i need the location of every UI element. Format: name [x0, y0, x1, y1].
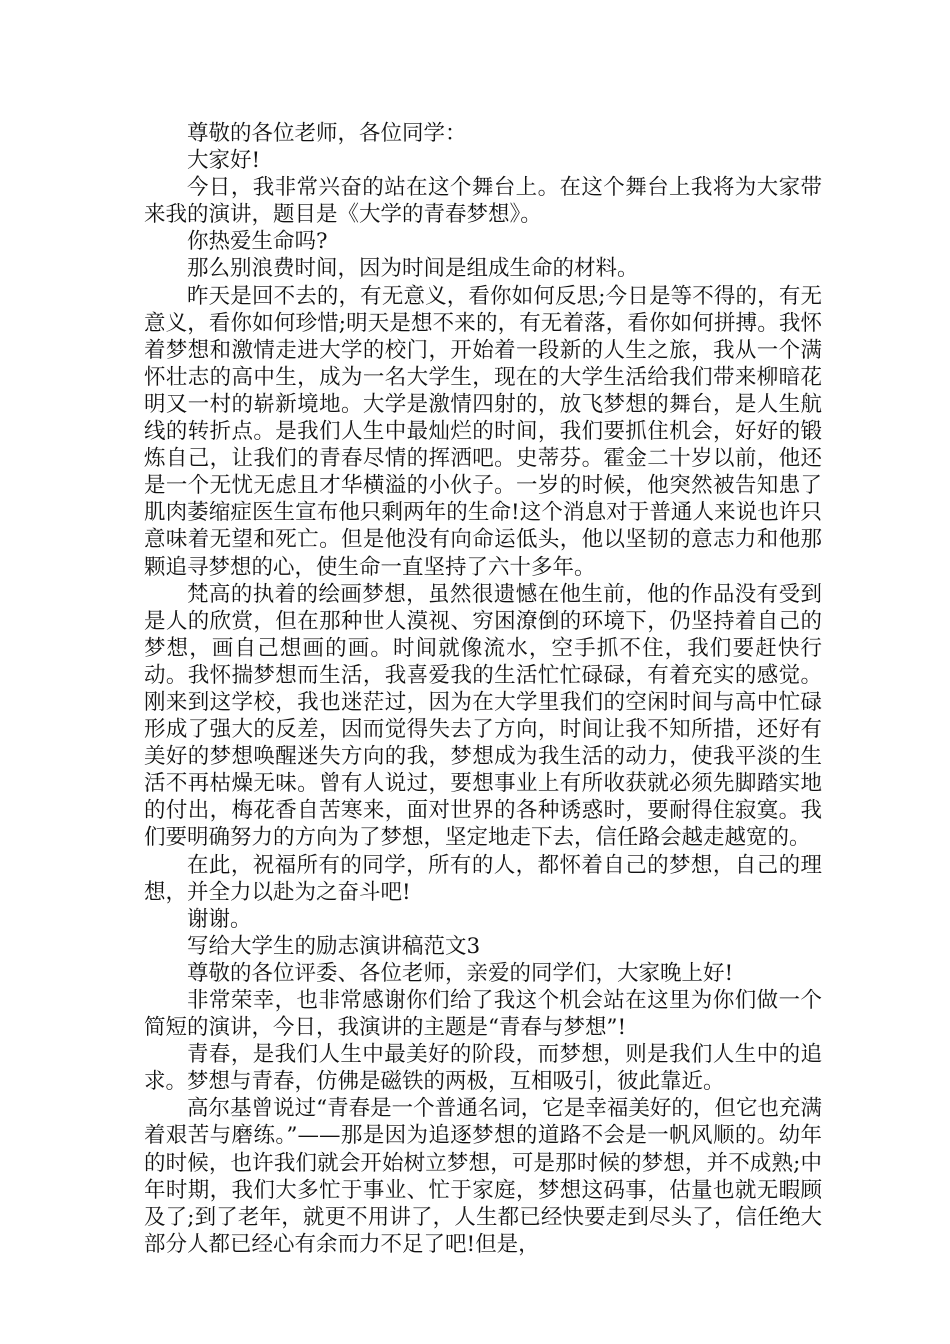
greeting-paragraph-2: 尊敬的各位评委、各位老师，亲爱的同学们，大家晚上好! — [187, 960, 734, 986]
youth-paragraph: 青春，是我们人生中最美好的阶段，而梦想，则是我们人生中的追求。梦想与青春，仿佛是磁铁的两极，互相吸引，彼此靠近。 — [144, 1042, 822, 1095]
body-paragraph-hawking: 昨天是回不去的，有无意义，看你如何反思;今日是等不得的，有无意义，看你如何珍惜;明天是想不来的，有无着落，看你如何拼搏。我怀着梦想和激情走进大学的校门，开始着一段新的人生之旅，我从一个满怀壮志的高中生，成为一名大学生，现在的大学生活给我们带来柳暗花明又一村的崭新境地。大学是激情四射的，放飞梦想的舞台，是人生航线的转折点。是我们人生中最灿烂的时间，我们要抓住机会，好好的锻炼自己，让我们的青春尽情的挥洒吧。史蒂芬。霍金二十岁以前，他还是一个无忧无虑且才华横溢的小伙子。一岁的时候，他突然被告知患了肌肉萎缩症医生宣布他只剩两年的生命!这个消息对于普通人来说也许只意味着无望和死亡。但是他没有向命运低头，他以坚韧的意志力和他那颗追寻梦想的心，使生命一直坚持了六十多年。 — [144, 283, 822, 580]
intro-paragraph-2: 非常荣幸，也非常感谢你们给了我这个机会站在这里为你们做一个简短的演讲，今日，我演讲的主题是“青春与梦想”! — [144, 988, 822, 1041]
intro-paragraph: 今日，我非常兴奋的站在这个舞台上。在这个舞台上我将为大家带来我的演讲，题目是《大学的青春梦想》。 — [144, 175, 822, 228]
question-paragraph: 你热爱生命吗? — [187, 229, 328, 255]
closing-paragraph: 在此，祝福所有的同学，所有的人，都怀着自己的梦想，自己的理想，并全力以赴为之奋斗吧! — [144, 852, 822, 905]
body-paragraph-van-gogh: 梵高的执着的绘画梦想，虽然很遗憾在他生前，他的作品没有受到是人的欣赏，但在那种世人漠视、穷困潦倒的环境下，仍坚持着自己的梦想，画自己想画的画。时间就像流水，空手抓不住，我们要赶快行动。我怀揣梦想而生活，我喜爱我的生活忙忙碌碌，有着充实的感觉。刚来到这学校，我也迷茫过，因为在大学里我们的空闲时间与高中忙碌形成了强大的反差，因而觉得失去了方向，时间让我不知所措，还好有美好的梦想唤醒迷失方向的我，梦想成为我生活的动力，使我平淡的生活不再枯燥无味。曾有人说过，要想事业上有所收获就必须先脚踏实地的付出，梅花香自苦寒来，面对世界的各种诱惑时，要耐得住寂寞。我们要明确努力的方向为了梦想，坚定地走下去，信任路会越走越宽的。 — [144, 581, 822, 851]
greeting-paragraph: 尊敬的各位老师，各位同学： — [187, 121, 467, 146]
section-heading: 写给大学生的励志演讲稿范文3 — [187, 933, 481, 959]
document-page — [144, 120, 822, 1258]
gorky-paragraph: 高尔基曾说过“青春是一个普通名词，它是幸福美好的，但它也充满着艰苦与磨练。”——那是因为追逐梦想的道路不会是一帆风顺的。幼年的时候，也许我们就会开始树立梦想，可是那时候的梦想，并不成熟;中年时期，我们大多忙于事业、忙于家庭，梦想这码事，估量也就无暇顾及了;到了老年，就更不用讲了，人生都已经快要走到尽头了，信任绝大部分人都已经心有余而力不足了吧!但是， — [144, 1096, 822, 1257]
time-paragraph: 那么别浪费时间，因为时间是组成生命的材料。 — [187, 256, 639, 282]
hello-paragraph: 大家好! — [187, 148, 261, 174]
thanks-paragraph: 谢谢。 — [187, 906, 252, 932]
